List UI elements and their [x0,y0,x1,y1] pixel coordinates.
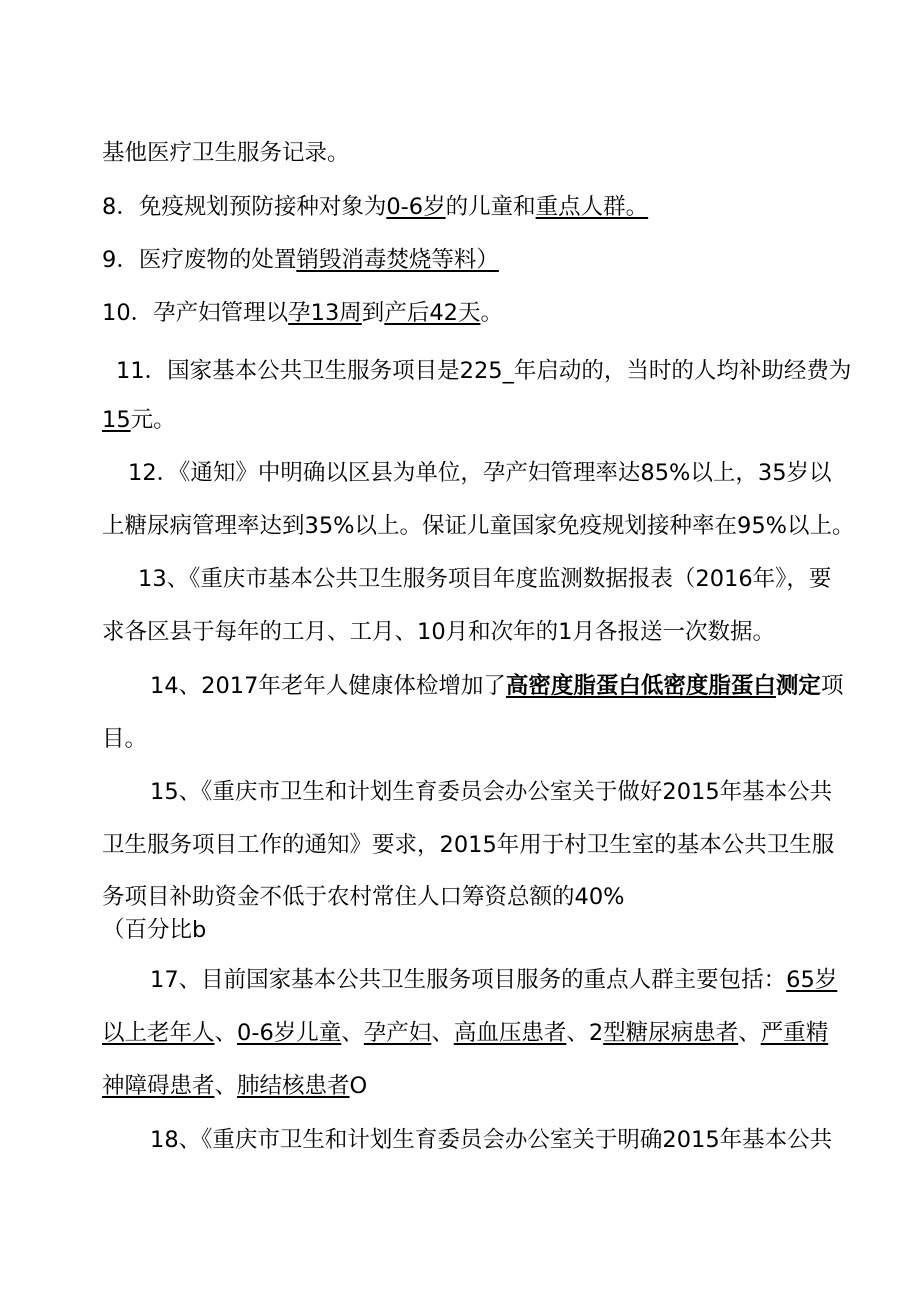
item-17-line-1 [150,965,837,995]
item-14-line-2 [102,724,147,754]
answer-blank: 65岁 [786,967,838,993]
item-11-line-2 [102,405,176,435]
item-11-line-1 [116,356,851,386]
text: 上糖尿病管理率达到35%以上。保证儿童国家免疫规划接种率在95%以上。 [102,513,855,539]
item-12-line-2 [102,511,855,541]
item-15-line-3 [102,882,625,912]
text: 11．国家基本公共卫生服务项目是225_年启动的，当时的人均补助经费为 [116,358,852,384]
paragraph-continuation [102,138,350,168]
text: （百分比b [102,917,207,943]
text: 项 [820,673,844,699]
item-16-fragment [102,915,206,945]
answer-blank: 肺结核患者 [237,1073,350,1099]
answer-blank: 高血压患者 [453,1020,567,1046]
text: 到 [361,300,385,326]
text: 求各区县于每年的工月、工月、10月和次年的1月各报送一次数据。 [102,619,775,645]
text: 测定 [775,673,821,699]
text: 务项目补助资金不低于农村常住人口筹资总额的40% [102,884,625,910]
item-12-line-1 [128,458,832,488]
item-18-line-1 [150,1125,832,1155]
answer-blank: 神障碍患者 [102,1073,215,1099]
item-15-line-1 [150,777,832,807]
separator: 、2 [566,1020,604,1046]
answer-blank: 孕13周 [288,300,362,326]
text: 。 [480,300,503,326]
text: O [349,1073,368,1099]
text: 13、《重庆市基本公共卫生服务项目年度监测数据报表（2016年》，要 [138,566,832,592]
separator: 、 [341,1020,364,1046]
text: 元。 [130,407,176,433]
text: 基他医疗卫生服务记录。 [102,140,350,166]
item-17-line-3 [102,1071,367,1101]
item-14-line-1 [150,671,843,701]
answer-blank: 以上老年人 [102,1020,215,1046]
item-number: 10 [102,300,131,326]
text: 18、《重庆市卫生和计划生育委员会办公室关于明确2015年基本公共 [150,1127,833,1153]
text: 15、《重庆市卫生和计划生育委员会办公室关于做好2015年基本公共 [150,779,833,805]
item-number: 9 [102,247,117,273]
answer-blank: 产后42天 [384,300,481,326]
answer-blank: 高密度脂蛋白低密度脂蛋白 [505,673,776,699]
text: 卫生服务项目工作的通知》要求，2015年用于村卫生室的基本公共卫生服 [102,832,835,858]
answer-blank: 15 [102,407,131,433]
text: 的儿童和 [445,194,536,220]
answer-blank: 0-6岁儿童 [237,1020,342,1046]
text: 12．《通知》中明确以区县为单位，孕产妇管理率达85%以上，35岁以 [128,460,832,486]
separator: 、 [738,1020,761,1046]
item-17-line-2 [102,1018,828,1048]
item-10 [102,298,503,328]
answer-blank: 销毁消毒焚烧等料） [296,247,499,273]
text: ．孕产妇管理以 [130,300,289,326]
separator: 、 [214,1073,238,1099]
answer-blank: 型糖尿病患者 [603,1020,739,1046]
item-number: 8 [102,194,117,220]
text: 目。 [102,726,148,752]
separator: 、 [431,1020,454,1046]
text: 17、目前国家基本公共卫生服务项目服务的重点人群主要包括： [150,967,787,993]
item-13-line-1 [138,564,831,594]
text: ．免疫规划预防接种对象为 [116,194,387,220]
answer-blank: 重点人群。 [535,194,649,220]
item-15-line-2 [102,830,834,860]
text: 14、2017年老年人健康体检增加了 [150,673,506,699]
item-13-line-2 [102,617,775,647]
separator: 、 [214,1020,238,1046]
text: ．医疗废物的处置 [116,247,297,273]
answer-blank: 严重精 [760,1020,829,1046]
answer-blank: 0-6岁 [386,194,446,220]
item-9 [102,245,499,275]
answer-blank: 孕产妇 [363,1020,432,1046]
item-8 [102,192,648,222]
